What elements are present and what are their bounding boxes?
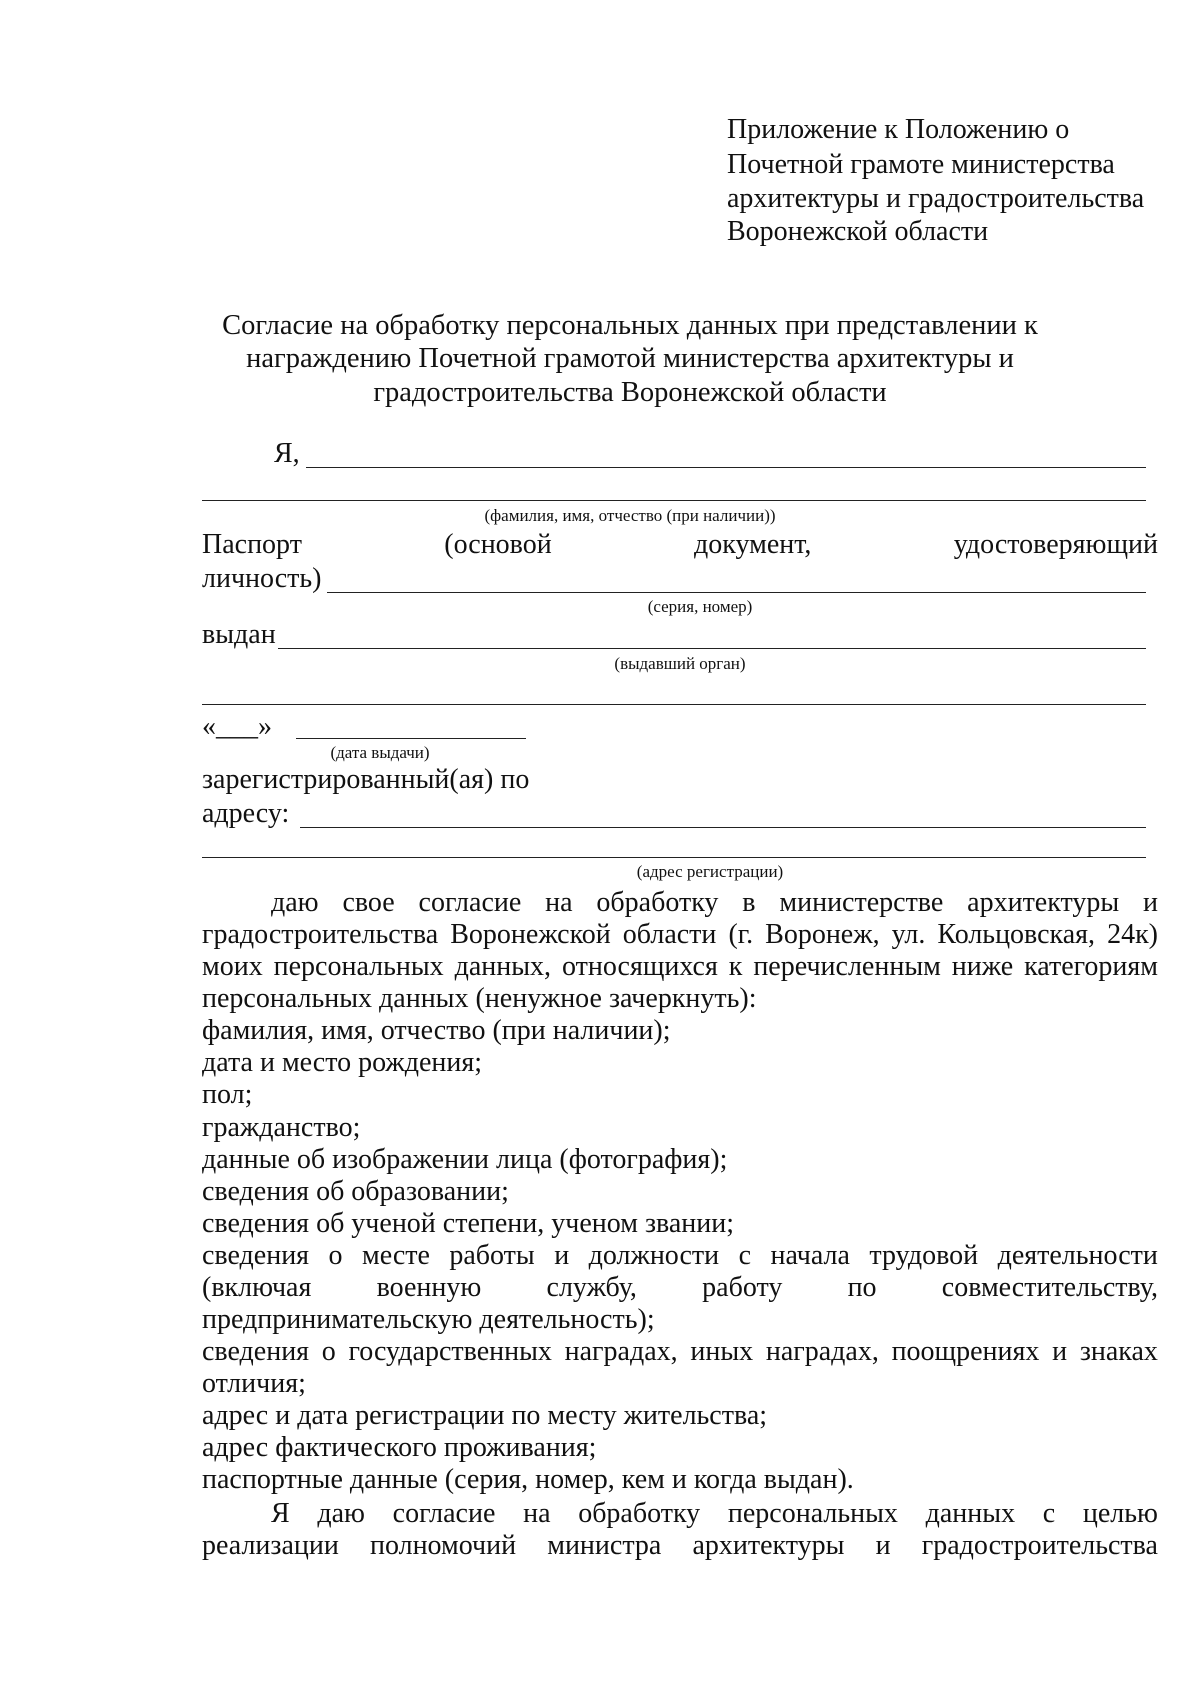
appendix-line-4: Воронежской области — [727, 216, 989, 247]
title-line-2: награждению Почетной грамотой министерства архитектуры и — [246, 343, 1014, 374]
word: по — [847, 1272, 877, 1303]
appendix-line-2: Почетной грамоте министерства — [727, 149, 1115, 180]
category-item: сведения об ученой степени, ученом звании; — [202, 1208, 735, 1239]
vydan-label: выдан — [202, 619, 276, 650]
word: (включая — [202, 1272, 312, 1303]
date-caption: (дата выдачи) — [330, 743, 430, 762]
word: в — [742, 887, 756, 918]
fio-field-line-1[interactable] — [306, 467, 1146, 468]
work-line-1 — [202, 1240, 1158, 1272]
category-item: дата и место рождения; — [202, 1047, 483, 1078]
passport-word: Паспорт — [202, 529, 302, 560]
category-item: фамилия, имя, отчество (при наличии); — [202, 1015, 671, 1046]
issue-date-field[interactable] — [296, 738, 526, 739]
word: даю — [271, 887, 319, 918]
word: работы — [449, 1240, 535, 1271]
word: целью — [1082, 1498, 1158, 1529]
category-item: сведения об образовании; — [202, 1176, 509, 1207]
word: должности — [588, 1240, 720, 1271]
word: Я — [271, 1498, 290, 1529]
lichnost-label: личность) — [202, 563, 322, 594]
consent-line-1 — [271, 887, 1158, 919]
address-field-1[interactable] — [300, 827, 1146, 828]
category-item: пол; — [202, 1079, 253, 1110]
date-quotes: «___» — [202, 711, 272, 742]
word: трудовой — [869, 1240, 979, 1271]
work-line-2 — [202, 1272, 1158, 1304]
word: и — [875, 1530, 891, 1561]
word: и — [1143, 887, 1158, 918]
word: о — [321, 1336, 336, 1367]
title-line-1: Согласие на обработку персональных данных при представлении к — [222, 310, 1038, 341]
word: согласие — [418, 887, 522, 918]
para2-line-2 — [202, 1530, 1158, 1562]
word: на — [523, 1498, 551, 1529]
word: начала — [770, 1240, 850, 1271]
word: даю — [317, 1498, 365, 1529]
word: архитектуры — [967, 887, 1120, 918]
passport-line — [202, 529, 1158, 561]
word: поощрениях — [891, 1336, 1040, 1367]
passport-word: (основой — [444, 529, 552, 560]
word: и — [1052, 1336, 1068, 1367]
word: совместительству, — [941, 1272, 1158, 1303]
ya-label: Я, — [274, 438, 300, 469]
word: службу, — [546, 1272, 637, 1303]
issued-by-field[interactable] — [278, 648, 1146, 649]
organ-caption: (выдавший орган) — [614, 654, 746, 673]
para2-line-1 — [271, 1498, 1158, 1530]
word: архитектуры — [692, 1530, 845, 1561]
category-item: гражданство; — [202, 1112, 361, 1143]
appendix-line-1: Приложение к Положению о — [727, 114, 1070, 145]
word: реализации — [202, 1530, 339, 1561]
word: на — [545, 887, 573, 918]
address-caption: (адрес регистрации) — [636, 862, 784, 881]
issued-by-field-2[interactable] — [202, 704, 1146, 705]
category-item: паспортные данные (серия, номер, кем и когда выдан). — [202, 1464, 854, 1495]
word: государственных — [348, 1336, 552, 1367]
awards-line-1 — [202, 1336, 1158, 1368]
work-line-3: предпринимательскую деятельность); — [202, 1304, 655, 1335]
awards-line-2: отличия; — [202, 1368, 306, 1399]
word: с — [738, 1240, 752, 1271]
word: и — [554, 1240, 570, 1271]
address-label: адресу: — [202, 798, 290, 829]
consent-line-2: градостроительства Воронежской области (г. Воронеж, ул. Кольцовская, 24к) — [202, 919, 1158, 950]
word: с — [1042, 1498, 1056, 1529]
address-field-2[interactable] — [202, 857, 1146, 858]
word: обработку — [578, 1498, 701, 1529]
word: министра — [547, 1530, 662, 1561]
title-line-3: градостроительства Воронежской области — [373, 377, 887, 408]
word: наградах, — [564, 1336, 678, 1367]
word: министерстве — [779, 887, 944, 918]
word: работу — [702, 1272, 783, 1303]
series-caption: (серия, номер) — [647, 597, 753, 616]
word: градостроительства — [921, 1530, 1158, 1561]
word: наградах, — [765, 1336, 879, 1367]
word: полномочий — [369, 1530, 517, 1561]
word: сведения — [202, 1336, 310, 1367]
word: согласие — [392, 1498, 496, 1529]
category-item: адрес фактического проживания; — [202, 1432, 597, 1463]
word: персональных — [727, 1498, 898, 1529]
word: данных — [925, 1498, 1016, 1529]
passport-word: удостоверяющий — [953, 529, 1158, 560]
fio-caption: (фамилия, имя, отчество (при наличии)) — [484, 506, 776, 525]
consent-line-4: персональных данных (ненужное зачеркнуть): — [202, 983, 757, 1014]
word: деятельности — [997, 1240, 1158, 1271]
consent-line-3: моих персональных данных, относящихся к перечисленным ниже категориям — [202, 951, 1158, 982]
word: военную — [376, 1272, 482, 1303]
category-item: данные об изображении лица (фотография); — [202, 1144, 728, 1175]
registered-label: зарегистрированный(ая) по — [202, 764, 530, 795]
word: свое — [342, 887, 395, 918]
word: обработку — [596, 887, 719, 918]
passport-series-field[interactable] — [327, 592, 1146, 593]
fio-field-line-2[interactable] — [202, 500, 1146, 501]
passport-word: документ, — [694, 529, 812, 560]
word: знаках — [1079, 1336, 1158, 1367]
category-item: адрес и дата регистрации по месту жительства; — [202, 1400, 768, 1431]
word: о — [328, 1240, 343, 1271]
word: сведения — [202, 1240, 310, 1271]
appendix-line-3: архитектуры и градостроительства — [727, 183, 1145, 214]
word: месте — [361, 1240, 430, 1271]
word: иных — [690, 1336, 754, 1367]
